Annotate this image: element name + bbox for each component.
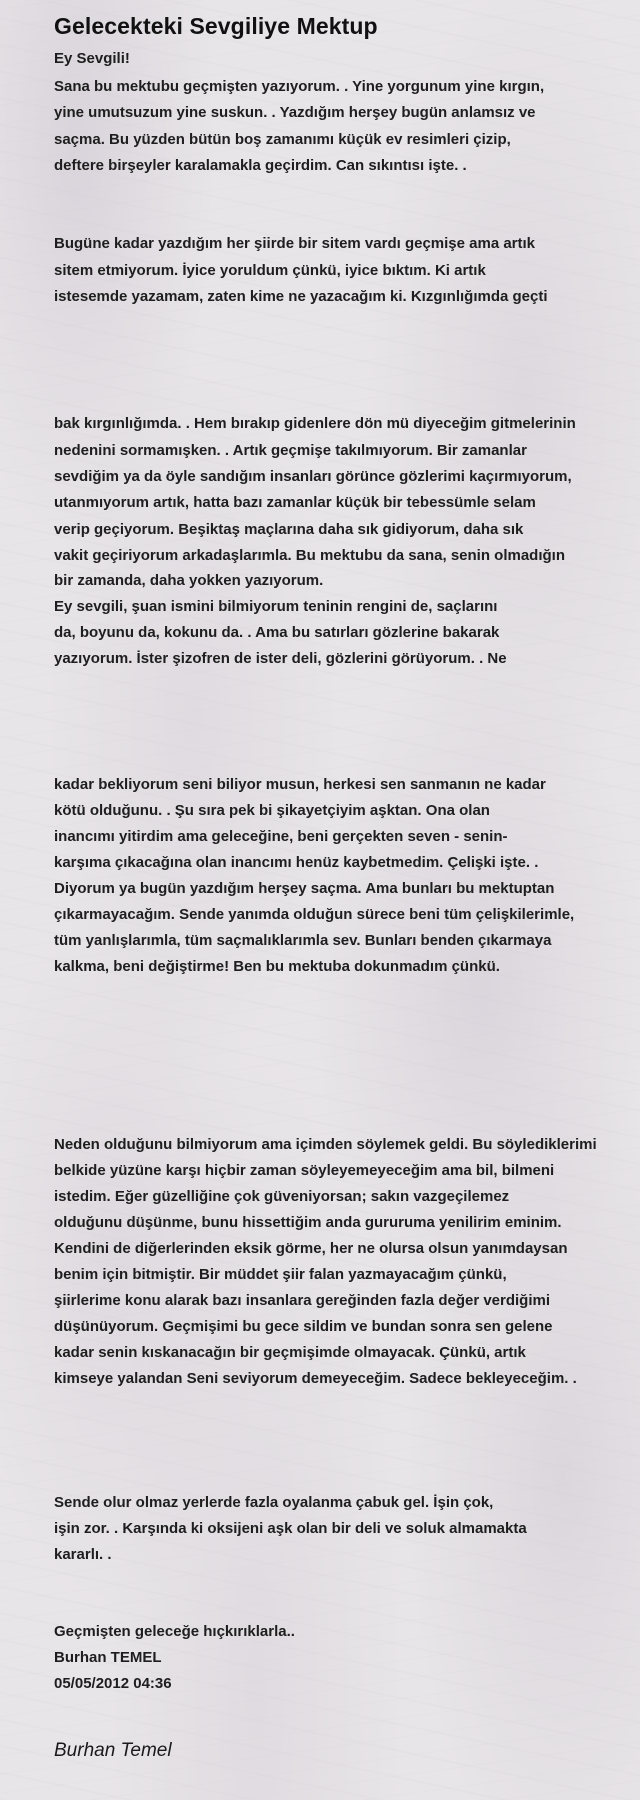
poem-line: Neden olduğunu bilmiyorum ama içimden söylemek geldi. Bu söylediklerimi bbox=[54, 1136, 597, 1153]
poem-line: kadar senin kıskanacağın bir geçmişimde olmayacak. Çünkü, artık bbox=[54, 1344, 526, 1361]
poem-title: Gelecekteki Sevgiliye Mektup bbox=[54, 13, 378, 39]
poem-line: kadar bekliyorum seni biliyor musun, herkesi sen sanmanın ne kadar bbox=[54, 776, 546, 793]
poem-line: kimseye yalandan Seni seviyorum demeyeceğim. Sadece bekleyeceğim. . bbox=[54, 1370, 577, 1387]
poem-line: bak kırgınlığımda. . Hem bırakıp gidenlere dön mü diyeceğim gitmelerinin bbox=[54, 415, 576, 432]
poem-line: Sende olur olmaz yerlerde fazla oyalanma çabuk gel. İşin çok, bbox=[54, 1494, 494, 1511]
poem-line: belkide yüzüne karşı hiçbir zaman söyleyemeyeceğim ama bil, bilmeni bbox=[54, 1162, 555, 1179]
author-name: Burhan TEMEL bbox=[54, 1649, 162, 1666]
poem-line: utanmıyorum artık, hatta bazı zamanlar küçük bir tebessümle selam bbox=[54, 494, 536, 511]
poem-line: istesemde yazamam, zaten kime ne yazacağım ki. Kızgınlığımda geçti bbox=[54, 288, 548, 305]
poem-line: tüm yanlışlarımla, tüm saçmalıklarımla sev. Bunları benden çıkarmaya bbox=[54, 932, 552, 949]
poem-line: benim için bitmiştir. Bir müddet şiir falan yazmayacağım çünkü, bbox=[54, 1266, 507, 1283]
poem-line: karşıma çıkacağına olan inancımı henüz kaybetmedim. Çelişki işte. . bbox=[54, 854, 539, 871]
poem-line: olduğunu düşünme, bunu hissettiğim anda gururuma yenilirim eminim. bbox=[54, 1214, 562, 1231]
poem-line: sevdiğim ya da öyle sandığım insanları görünce gözlerimi kaçırmıyorum, bbox=[54, 468, 572, 485]
poem-line: yazıyorum. İster şizofren de ister deli, gözlerini görüyorum. . Ne bbox=[54, 650, 507, 667]
poem-line: düşünüyorum. Geçmişimi bu gece sildim ve bundan sonra sen gelene bbox=[54, 1318, 553, 1335]
poem-line: çıkarmayacağım. Sende yanımda olduğun sürece beni tüm çelişkilerimle, bbox=[54, 906, 575, 923]
poem-line: da, boyunu da, kokunu da. . Ama bu satırları gözlerine bakarak bbox=[54, 624, 500, 641]
poem-line: vakit geçiriyorum arkadaşlarımla. Bu mektubu da sana, senin olmadığın bbox=[54, 547, 566, 564]
closing-line: Geçmişten geleceğe hıçkırıklarla.. bbox=[54, 1623, 295, 1640]
poem-line: nedenini sormamışken. . Artık geçmişe takılmıyorum. Bir zamanlar bbox=[54, 442, 527, 459]
poem-line: Bugüne kadar yazdığım her şiirde bir sitem vardı geçmişe ama artık bbox=[54, 235, 536, 252]
poem-line: kalkma, beni değiştirme! Ben bu mektuba dokunmadım çünkü. bbox=[54, 958, 500, 975]
poem-line: verip geçiyorum. Beşiktaş maçlarına daha sık gidiyorum, daha sık bbox=[54, 521, 524, 538]
poem-line: deftere birşeyler karalamakla geçirdim. Can sıkıntısı işte. . bbox=[54, 157, 467, 174]
poem-line: bir zamanda, daha yokken yazıyorum. bbox=[54, 572, 324, 589]
poem-line: Kendini de diğerlerinden eksik görme, her ne olursa olsun yanımdaysan bbox=[54, 1240, 568, 1257]
poem-line: Ey sevgili, şuan ismini bilmiyorum teninin rengini de, saçlarını bbox=[54, 598, 498, 615]
poem-line: şiirlerime konu alarak bazı insanlara gereğinden fazla değer verdiğimi bbox=[54, 1292, 551, 1309]
poem-line: Ey Sevgili! bbox=[54, 50, 130, 67]
author-signature: Burhan Temel bbox=[54, 1740, 172, 1761]
poem-line: Diyorum ya bugün yazdığım herşey saçma. Ama bunları bu mektuptan bbox=[54, 880, 555, 897]
poem-line: işin zor. . Karşında ki oksijeni aşk olan bir deli ve soluk almamakta bbox=[54, 1520, 527, 1537]
date-time: 05/05/2012 04:36 bbox=[54, 1675, 172, 1692]
poem-line: yine umutsuzum yine suskun. . Yazdığım herşey bugün anlamsız ve bbox=[54, 104, 536, 121]
poem-line: istedim. Eğer güzelliğine çok güveniyorsan; sakın vazgeçilemez bbox=[54, 1188, 510, 1205]
poem-line: Sana bu mektubu geçmişten yazıyorum. . Yine yorgunum yine kırgın, bbox=[54, 78, 545, 95]
poem-line: saçma. Bu yüzden bütün boş zamanımı küçük ev resimleri çizip, bbox=[54, 131, 511, 148]
poem-line: kararlı. . bbox=[54, 1546, 112, 1563]
poem-line: sitem etmiyorum. İyice yoruldum çünkü, iyice bıktım. Ki artık bbox=[54, 262, 486, 279]
poem-line: kötü olduğunu. . Şu sıra pek bi şikayetçiyim aşktan. Ona olan bbox=[54, 802, 490, 819]
poem-line: inancımı yitirdim ama geleceğine, beni gerçekten seven - senin- bbox=[54, 828, 508, 845]
